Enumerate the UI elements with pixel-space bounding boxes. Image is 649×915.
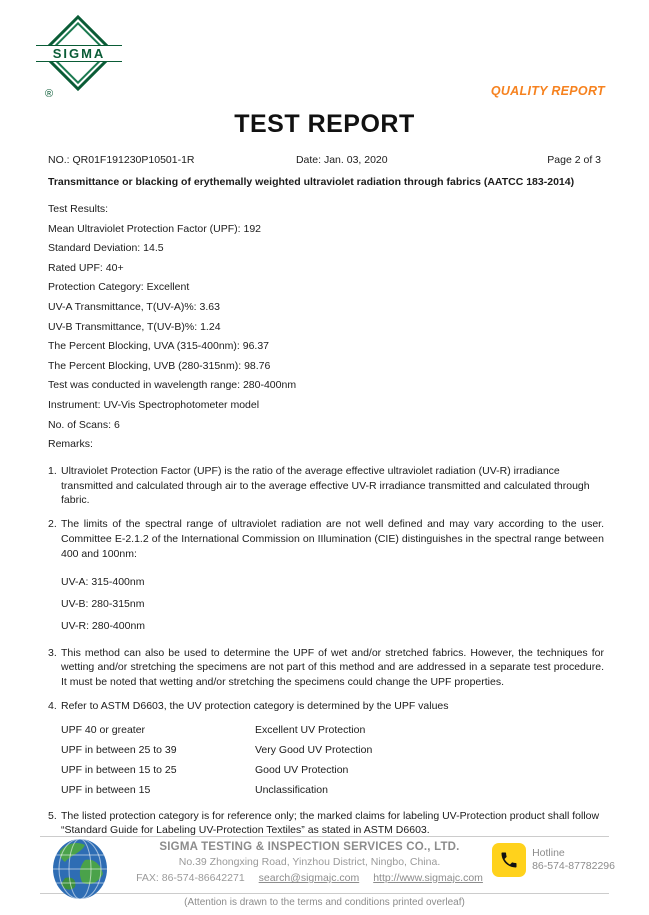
remark-number: 5. bbox=[48, 809, 57, 822]
result-line: Rated UPF: 40+ bbox=[48, 261, 124, 274]
website-link[interactable]: http://www.sigmajc.com bbox=[373, 872, 483, 884]
uv-range-item: UV-B: 280-315nm bbox=[61, 597, 145, 610]
report-date: Date: Jan. 03, 2020 bbox=[295, 154, 388, 166]
upf-category-table bbox=[61, 720, 604, 800]
sigma-logo bbox=[36, 20, 126, 110]
upf-category-cell: Good UV Protection bbox=[255, 763, 349, 776]
upf-category-cell: Unclassification bbox=[255, 783, 328, 796]
result-line: Standard Deviation: 14.5 bbox=[48, 242, 164, 255]
hotline-label: Hotline bbox=[532, 847, 565, 859]
footer-bottom-divider bbox=[40, 893, 609, 894]
remarks-label: Remarks: bbox=[48, 438, 93, 451]
page-title: TEST REPORT bbox=[234, 110, 415, 138]
table-row bbox=[61, 740, 604, 760]
remark-text: The limits of the spectral range of ultraviolet radiation are not well defined and may vary according to the user. Committee E-2.1.2 of the International Commission on IIlumination (CIE) distinguishes in the spectral range between 400 and 100nm: bbox=[61, 518, 604, 560]
remark-text: This method can also be used to determine the UPF of wet and/or stretched fabrics. However, the techniques for wetting and/or stretching the specimens are not part of this method and are addressed in a separate test procedure. It must be noted that wetting and/or stretching the specimens could change the UPF properties. bbox=[61, 646, 604, 689]
remark-text: Refer to ASTM D6603, the UV protection category is determined by the UPF values bbox=[61, 699, 449, 712]
result-line: Mean Ultraviolet Protection Factor (UPF): 192 bbox=[48, 222, 261, 235]
upf-category-cell: Excellent UV Protection bbox=[255, 723, 366, 736]
upf-range-cell: UPF 40 or greater bbox=[61, 723, 146, 736]
remark-text: The listed protection category is for reference only; the marked claims for labeling UV-Protection product shall follow “Standard Guide for Labeling UV-Protection Textiles” as stated in ASTM D6603. bbox=[61, 809, 600, 837]
remark-item-4 bbox=[48, 699, 604, 800]
footer-company-block bbox=[122, 841, 497, 884]
company-address: No.39 Zhongxing Road, Yinzhou District, Ningbo, China. bbox=[178, 856, 441, 868]
uv-range-item: UV-A: 315-400nm bbox=[61, 575, 145, 588]
remark-item-3 bbox=[48, 646, 604, 690]
remark-item-5 bbox=[48, 809, 604, 839]
report-body bbox=[48, 176, 604, 838]
remark-item-1 bbox=[48, 464, 604, 508]
result-line: Test Results: bbox=[48, 203, 109, 215]
contact-row bbox=[122, 872, 497, 884]
globe-icon bbox=[52, 838, 108, 905]
phone-icon bbox=[492, 843, 526, 877]
attention-note: (Attention is drawn to the terms and conditions printed overleaf) bbox=[184, 897, 465, 908]
result-line: UV-A Transmittance, T(UV-A)%: 3.63 bbox=[48, 300, 220, 313]
remark-text: Ultraviolet Protection Factor (UPF) is the ratio of the average effective ultraviolet radiation (UV-R) irradiance transmitted and calculated through air to the average effective UV-R irradiance transmitted and calculated through fabric. bbox=[61, 464, 590, 507]
logo-band bbox=[36, 45, 122, 62]
remark-number: 3. bbox=[48, 646, 57, 659]
hotline-block bbox=[492, 843, 615, 877]
uv-range-list bbox=[61, 571, 604, 637]
result-line: Instrument: UV-Vis Spectrophotometer model bbox=[48, 398, 260, 411]
footer bbox=[0, 836, 649, 915]
result-line: The Percent Blocking, UVA (315-400nm): 96.37 bbox=[48, 340, 270, 353]
table-row bbox=[61, 720, 604, 740]
remark-item-2 bbox=[48, 517, 604, 636]
quality-report-label: QUALITY REPORT bbox=[490, 84, 605, 98]
registered-trademark-icon: ® bbox=[45, 88, 54, 100]
upf-range-cell: UPF in between 25 to 39 bbox=[61, 743, 177, 756]
report-number: NO.: QR01F191230P10501-1R bbox=[48, 154, 195, 166]
result-line: UV-B Transmittance, T(UV-B)%: 1.24 bbox=[48, 320, 221, 333]
company-name: SIGMA TESTING & INSPECTION SERVICES CO., LTD. bbox=[159, 841, 460, 853]
fax-number: FAX: 86-574-86642271 bbox=[136, 872, 245, 884]
result-line: The Percent Blocking, UVB (280-315nm): 98.76 bbox=[48, 359, 271, 372]
remark-number: 4. bbox=[48, 699, 57, 712]
remarks-list bbox=[48, 464, 604, 839]
uv-range-item: UV-R: 280-400nm bbox=[61, 619, 146, 632]
upf-range-cell: UPF in between 15 bbox=[61, 783, 151, 796]
table-row bbox=[61, 780, 604, 800]
hotline-number: 86-574-87782296 bbox=[532, 860, 615, 872]
upf-range-cell: UPF in between 15 to 25 bbox=[61, 763, 177, 776]
footer-top-divider bbox=[40, 836, 609, 837]
remark-number: 1. bbox=[48, 464, 57, 477]
section-heading: Transmittance or blacking of erythemally weighted ultraviolet radiation through fabrics (AATCC 183-2014) bbox=[48, 176, 575, 188]
upf-category-cell: Very Good UV Protection bbox=[255, 743, 373, 756]
report-meta-row bbox=[48, 154, 601, 166]
hotline-text bbox=[532, 847, 615, 873]
result-line: No. of Scans: 6 bbox=[48, 418, 120, 431]
table-row bbox=[61, 760, 604, 780]
result-line: Protection Category: Excellent bbox=[48, 281, 190, 294]
email-link[interactable]: search@sigmajc.com bbox=[258, 872, 360, 884]
logo-text: SIGMA bbox=[52, 46, 106, 61]
result-line: Test was conducted in wavelength range: 280-400nm bbox=[48, 379, 297, 392]
remark-number: 2. bbox=[48, 518, 57, 531]
page-indicator: Page 2 of 3 bbox=[547, 154, 601, 166]
